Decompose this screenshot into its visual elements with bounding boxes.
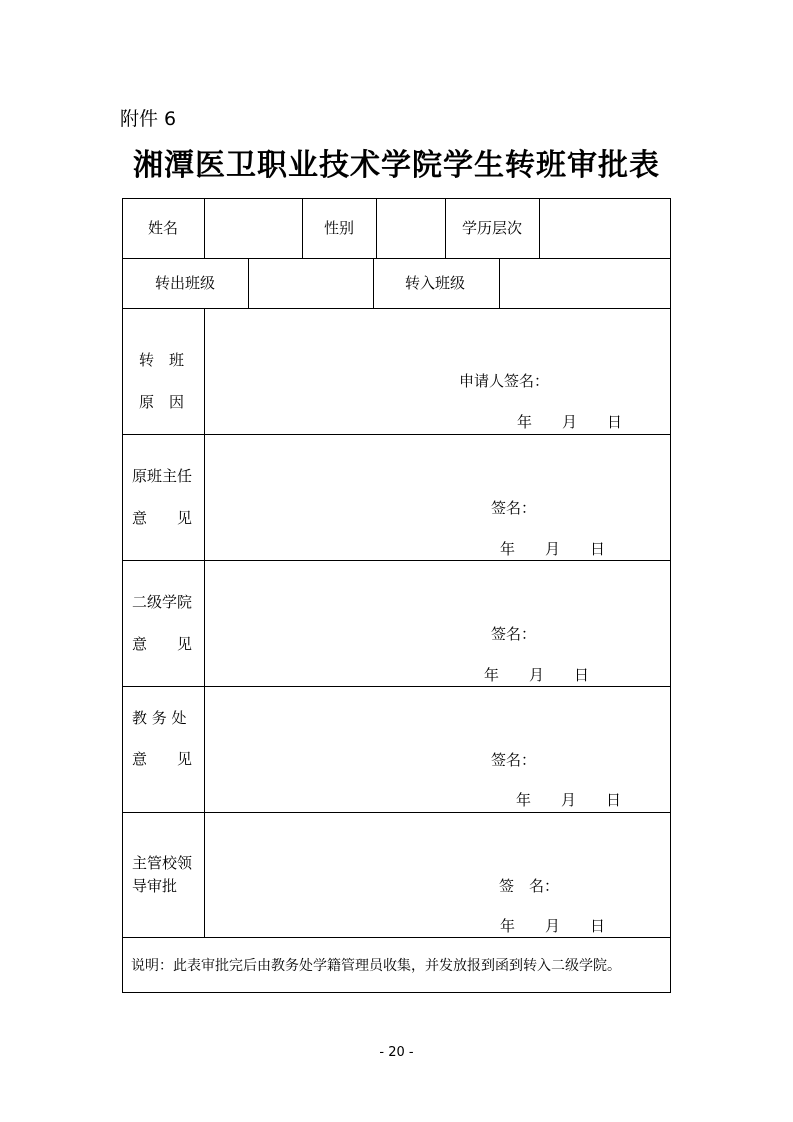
- reason-label-line2: 原 因: [139, 393, 185, 411]
- leader-signature-label: 签 名：: [499, 877, 560, 895]
- head-teacher-label-line1: 原班主任: [132, 467, 193, 485]
- college-label-line2: 意 见: [132, 635, 193, 653]
- academic-affairs-label-line1: 教 务 处: [132, 709, 187, 727]
- name-label: 姓名: [148, 219, 179, 237]
- college-opinion-area[interactable]: [205, 561, 670, 686]
- col-divider: [445, 199, 446, 258]
- attachment-label: 附件 6: [120, 108, 177, 130]
- education-level-field[interactable]: [540, 200, 670, 258]
- college-label-line1: 二级学院: [132, 593, 193, 611]
- to-class-label: 转入班级: [405, 274, 466, 292]
- academic-affairs-date-label: 年 月 日: [516, 791, 622, 809]
- gender-label: 性别: [324, 219, 355, 237]
- from-class-field[interactable]: [249, 259, 373, 308]
- row-divider: [123, 937, 670, 938]
- to-class-field[interactable]: [500, 259, 670, 308]
- head-teacher-signature-label: 签名：: [491, 499, 537, 517]
- leader-date-label: 年 月 日: [500, 917, 606, 935]
- academic-affairs-label-line2: 意 见: [132, 750, 193, 768]
- leader-label-line1: 主管校领: [132, 854, 193, 872]
- note-text: 说明：此表审批完后由教务处学籍管理员收集，并发放报到函到转入二级学院。: [131, 958, 621, 974]
- approval-form-table: [122, 198, 671, 993]
- head-teacher-label-line2: 意 见: [132, 509, 193, 527]
- leader-label-line2: 导审批: [132, 877, 178, 895]
- reason-date-label: 年 月 日: [517, 413, 623, 431]
- head-teacher-date-label: 年 月 日: [500, 540, 606, 558]
- name-field[interactable]: [205, 200, 302, 258]
- education-level-label: 学历层次: [462, 219, 523, 237]
- applicant-signature-label: 申请人签名：: [459, 372, 550, 390]
- gender-field[interactable]: [377, 200, 445, 258]
- col-divider: [302, 199, 303, 258]
- reason-label-line1: 转 班: [139, 351, 185, 369]
- page-number: - 20 -: [379, 1045, 414, 1060]
- college-date-label: 年 月 日: [484, 666, 590, 684]
- college-signature-label: 签名：: [491, 625, 537, 643]
- academic-affairs-signature-label: 签名：: [491, 751, 537, 769]
- from-class-label: 转出班级: [155, 274, 216, 292]
- col-divider: [373, 258, 374, 308]
- page-title: 湘潭医卫职业技术学院学生转班审批表: [133, 148, 660, 183]
